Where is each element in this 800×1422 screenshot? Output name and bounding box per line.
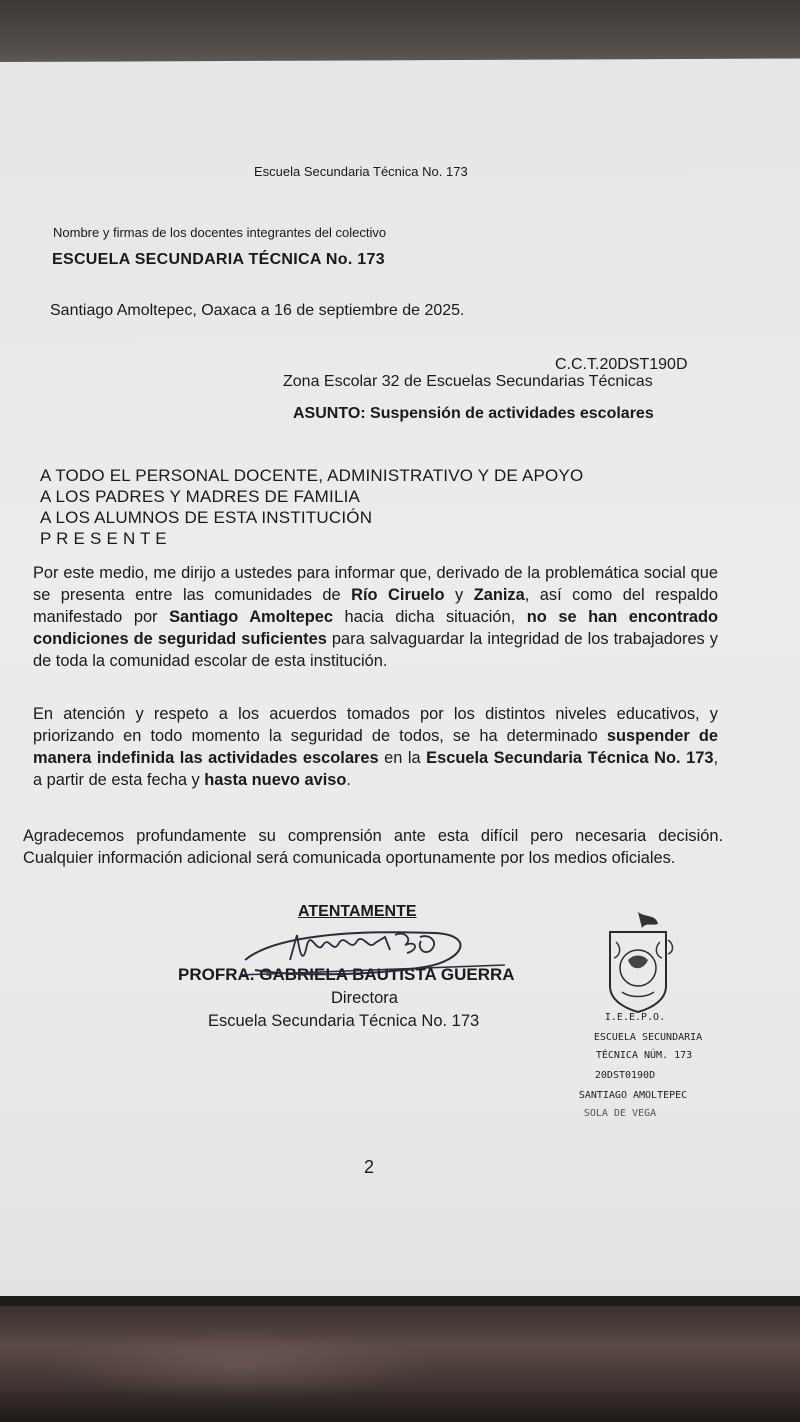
cct-code: C.C.T.20DST190D — [555, 356, 688, 373]
school-header: Escuela Secundaria Técnica No. 173 — [254, 164, 468, 179]
bold-text-span: suspender de manera indefinida las actividades escolares — [33, 727, 718, 767]
signer-name: PROFRA. GABRIELA BAUTISTA GUERRA — [178, 965, 515, 984]
text-span: Por este medio, me dirijo a ustedes para informar que, derivado de la problemática social que se presenta entre las comunidades de — [33, 564, 718, 604]
cloth-fold — [40, 1330, 440, 1400]
stamp-line: 20DST0190D — [594, 1070, 656, 1081]
school-title: ESCUELA SECUNDARIA TÉCNICA No. 173 — [52, 251, 385, 268]
bold-text-span: Santiago Amoltepec — [169, 608, 333, 626]
names-line: Nombre y firmas de los docentes integrantes del colectivo — [53, 225, 387, 240]
school-zone: Zona Escolar 32 de Escuelas Secundarias Técnicas — [283, 373, 653, 390]
bold-text-span: no se han encontrado condiciones de seguridad suficientes — [33, 608, 719, 648]
text-span: , así como del respaldo manifestado por — [33, 586, 718, 626]
text-span: hacia dicha situación, — [333, 608, 527, 626]
stamp-line: SOLA DE VEGA — [583, 1108, 657, 1119]
subject-line: ASUNTO: Suspensión de actividades escolares — [293, 405, 654, 422]
text-span: en la — [378, 749, 427, 767]
text-span: para salvaguardar la integridad de los trabajadores y de toda la comunidad escolar de esta institución. — [33, 630, 718, 670]
stamp-line: ESCUELA SECUNDARIA — [593, 1032, 703, 1043]
signer-school: Escuela Secundaria Técnica No. 173 — [208, 1012, 480, 1030]
text-span: , a partir de esta fecha y — [33, 749, 718, 789]
mexico-coat-of-arms-seal — [596, 908, 680, 1016]
body-paragraph-1 — [33, 562, 718, 672]
signer-role: Directora — [331, 989, 398, 1007]
bold-text-span: Escuela Secundaria Técnica No. 173 — [426, 749, 714, 767]
stamp-line: TÉCNICA NÚM. 173 — [595, 1050, 693, 1061]
closing-atentamente: ATENTAMENTE — [298, 903, 417, 920]
text-span: y — [444, 586, 474, 604]
bold-text-span: hasta nuevo aviso — [204, 771, 347, 789]
addressee-line: A TODO EL PERSONAL DOCENTE, ADMINISTRATIVO Y DE APOYO — [40, 466, 584, 485]
stamp-line: SANTIAGO AMOLTEPEC — [578, 1090, 688, 1101]
bold-text-span: Zaniza — [473, 586, 525, 604]
body-paragraph-2 — [33, 703, 718, 791]
handwritten-signature — [235, 915, 535, 1000]
addressee-line: A LOS ALUMNOS DE ESTA INSTITUCIÓN — [40, 508, 373, 527]
paper-edge — [0, 1296, 800, 1306]
bold-text-span: Río Ciruelo — [351, 586, 445, 604]
text-span: . — [346, 771, 351, 789]
place-date: Santiago Amoltepec, Oaxaca a 16 de septiembre de 2025. — [50, 302, 465, 319]
addressee-line: A LOS PADRES Y MADRES DE FAMILIA — [40, 487, 361, 506]
stamp-line: I.E.E.P.O. — [604, 1012, 666, 1023]
page-number: 2 — [364, 1157, 375, 1177]
text-span: En atención y respeto a los acuerdos tomados por los distintos niveles educativos, y priorizando en todo momento la seguridad de todos, se ha determinado — [33, 705, 718, 745]
text-span: Agradecemos profundamente su comprensión ante esta difícil pero necesaria decisión. Cualquier información adicional será comunicada oportunamente por los medios oficiales. — [23, 827, 723, 867]
addressee-present: P R E S E N T E — [40, 529, 167, 548]
body-paragraph-3 — [23, 825, 723, 869]
